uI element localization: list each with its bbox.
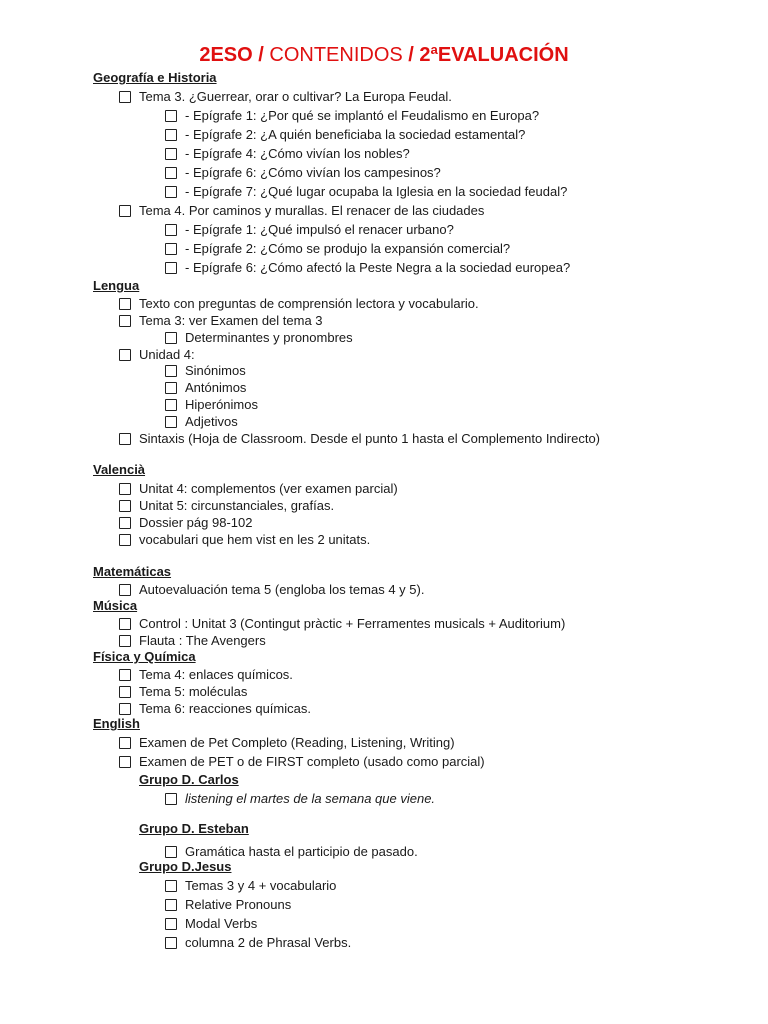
checkbox[interactable] — [165, 937, 177, 949]
checklist-item[interactable]: Sintaxis (Hoja de Classroom. Desde el punto 1 hasta el Complemento Indirecto) — [119, 430, 600, 447]
checkbox[interactable] — [119, 618, 131, 630]
checkbox[interactable] — [119, 703, 131, 715]
checkbox[interactable] — [165, 167, 177, 179]
checkbox[interactable] — [119, 584, 131, 596]
checklist-item[interactable]: Tema 3. ¿Guerrear, orar o cultivar? La Europa Feudal. — [119, 88, 452, 105]
checklist-item[interactable]: Dossier pág 98-102 — [119, 514, 252, 531]
checkbox[interactable] — [165, 399, 177, 411]
checklist-item[interactable]: Examen de PET o de FIRST completo (usado como parcial) — [119, 753, 485, 770]
group-heading-esteban: Grupo D. Esteban — [139, 821, 249, 836]
checklist-item[interactable]: Tema 3: ver Examen del tema 3 — [119, 312, 323, 329]
checkbox[interactable] — [165, 224, 177, 236]
checkbox[interactable] — [119, 483, 131, 495]
checklist-item[interactable]: Tema 6: reacciones químicas. — [119, 700, 311, 717]
checkbox[interactable] — [119, 500, 131, 512]
checklist-item[interactable]: Adjetivos — [165, 413, 238, 430]
checklist-item[interactable]: - Epígrafe 6: ¿Cómo vivían los campesinos? — [165, 164, 441, 181]
checkbox[interactable] — [119, 91, 131, 103]
checklist-item[interactable]: Determinantes y pronombres — [165, 329, 353, 346]
checkbox[interactable] — [119, 433, 131, 445]
section-heading-english: English — [93, 716, 140, 731]
checklist-item[interactable]: Examen de Pet Completo (Reading, Listening, Writing) — [119, 734, 455, 751]
checklist-item[interactable]: listening el martes de la semana que viene. — [165, 790, 435, 807]
section-heading-geografia: Geografía e Historia — [93, 70, 217, 85]
checklist-item[interactable]: Hiperónimos — [165, 396, 258, 413]
checkbox[interactable] — [165, 262, 177, 274]
checkbox[interactable] — [119, 534, 131, 546]
group-heading-jesus: Grupo D.Jesus — [139, 859, 232, 874]
checkbox[interactable] — [119, 737, 131, 749]
checkbox[interactable] — [165, 243, 177, 255]
checklist-item[interactable]: Control : Unitat 3 (Contingut pràctic + Ferramentes musicals + Auditorium) — [119, 615, 565, 632]
checkbox[interactable] — [165, 846, 177, 858]
checkbox[interactable] — [165, 416, 177, 428]
checkbox[interactable] — [119, 315, 131, 327]
checkbox[interactable] — [165, 793, 177, 805]
page-title — [0, 42, 768, 68]
checkbox[interactable] — [119, 686, 131, 698]
checkbox[interactable] — [165, 186, 177, 198]
section-heading-fisica: Física y Química — [93, 649, 196, 664]
checklist-item[interactable]: vocabulari que hem vist en les 2 unitats. — [119, 531, 370, 548]
checklist-item[interactable]: Tema 5: moléculas — [119, 683, 247, 700]
section-heading-musica: Música — [93, 598, 138, 613]
checkbox[interactable] — [165, 918, 177, 930]
checkbox[interactable] — [119, 298, 131, 310]
title-evaluation: / 2ªEVALUACIÓN — [408, 44, 569, 66]
checklist-item[interactable]: - Epígrafe 2: ¿Cómo se produjo la expansión comercial? — [165, 240, 510, 257]
checklist-item[interactable]: Unitat 4: complementos (ver examen parcial) — [119, 480, 398, 497]
checklist-item[interactable]: Tema 4. Por caminos y murallas. El renacer de las ciudades — [119, 202, 484, 219]
checkbox[interactable] — [165, 110, 177, 122]
checklist-item[interactable]: - Epígrafe 1: ¿Qué impulsó el renacer urbano? — [165, 221, 454, 238]
checkbox[interactable] — [165, 129, 177, 141]
checklist-item[interactable]: - Epígrafe 2: ¿A quién beneficiaba la sociedad estamental? — [165, 126, 525, 143]
checklist-item[interactable]: Gramática hasta el participio de pasado. — [165, 843, 418, 860]
section-heading-lengua: Lengua — [93, 278, 140, 293]
checklist-item[interactable]: Flauta : The Avengers — [119, 632, 266, 649]
checklist-item[interactable]: Tema 4: enlaces químicos. — [119, 666, 293, 683]
checkbox[interactable] — [165, 332, 177, 344]
checklist-item[interactable]: Sinónimos — [165, 362, 246, 379]
checkbox[interactable] — [165, 365, 177, 377]
checklist-item[interactable]: Unidad 4: — [119, 346, 195, 363]
checkbox[interactable] — [119, 635, 131, 647]
checkbox[interactable] — [165, 899, 177, 911]
checklist-item[interactable]: - Epígrafe 1: ¿Por qué se implantó el Feudalismo en Europa? — [165, 107, 539, 124]
checklist-item[interactable]: columna 2 de Phrasal Verbs. — [165, 934, 351, 951]
group-heading-carlos: Grupo D. Carlos — [139, 772, 239, 787]
checklist-item[interactable]: Temas 3 y 4 + vocabulario — [165, 877, 336, 894]
checklist-item[interactable]: Antónimos — [165, 379, 246, 396]
checkbox[interactable] — [119, 205, 131, 217]
checklist-item[interactable]: - Epígrafe 4: ¿Cómo vivían los nobles? — [165, 145, 410, 162]
checkbox[interactable] — [165, 880, 177, 892]
checklist-item[interactable]: - Epígrafe 7: ¿Qué lugar ocupaba la Iglesia en la sociedad feudal? — [165, 183, 567, 200]
checklist-item[interactable]: Relative Pronouns — [165, 896, 291, 913]
section-heading-matematicas: Matemáticas — [93, 564, 172, 579]
checklist-item[interactable]: Texto con preguntas de comprensión lectora y vocabulario. — [119, 295, 479, 312]
section-heading-valencia: Valencià — [93, 462, 146, 477]
checkbox[interactable] — [165, 382, 177, 394]
checkbox[interactable] — [119, 517, 131, 529]
checkbox[interactable] — [119, 349, 131, 361]
checklist-item[interactable]: Unitat 5: circunstanciales, grafías. — [119, 497, 334, 514]
checklist-item[interactable]: - Epígrafe 6: ¿Cómo afectó la Peste Negra a la sociedad europea? — [165, 259, 570, 276]
checkbox[interactable] — [119, 669, 131, 681]
checkbox[interactable] — [119, 756, 131, 768]
checkbox[interactable] — [165, 148, 177, 160]
title-contents: CONTENIDOS — [263, 44, 409, 66]
checklist-item[interactable]: Modal Verbs — [165, 915, 257, 932]
title-course: 2ESO / — [199, 44, 264, 66]
checklist-item[interactable]: Autoevaluación tema 5 (engloba los temas 4 y 5). — [119, 581, 424, 598]
